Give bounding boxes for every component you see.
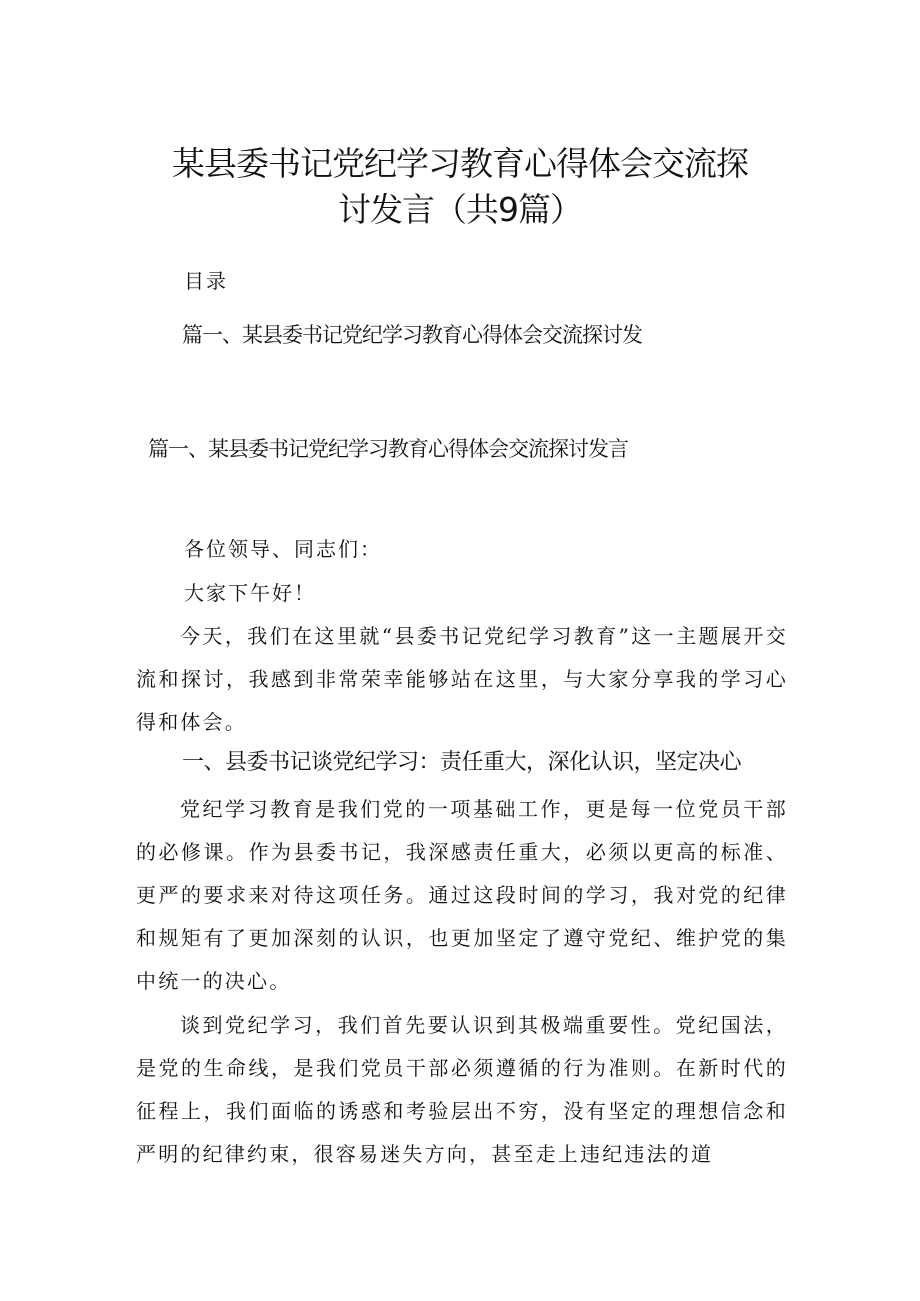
title-line-1: 某县委书记党纪学习教育心得体会交流探	[172, 144, 748, 183]
salutation: 各位领导、同志们：	[184, 537, 382, 561]
title-line-2: 讨发言（共9篇）	[338, 190, 582, 229]
intro-paragraph	[136, 615, 788, 744]
intro-paragraph-text: 今天，我们在这里就“县委书记党纪学习教育”这一主题展开交流和探讨，我感到非常荣幸能够站在这里，与大家分享我的学习心得和体会。	[136, 624, 788, 734]
chapter-heading: 篇一、某县委书记党纪学习教育心得体会交流探讨发言	[148, 437, 628, 461]
document-title	[130, 141, 790, 233]
greeting: 大家下午好！	[184, 581, 316, 605]
toc-item-1[interactable]: 篇一、某县委书记党纪学习教育心得体会交流探讨发	[182, 323, 642, 347]
section-heading-1: 一、县委书记谈党纪学习：责任重大，深化认识，坚定决心	[182, 750, 742, 775]
section1-paragraph-2-text: 谈到党纪学习，我们首先要认识到其极端重要性。党纪国法，是党的生命线，是我们党员干部必须遵循的行为准则。在新时代的征程上，我们面临的诱惑和考验层出不穷，没有坚定的理想信念和严明的纪律约束，很容易迷失方向，甚至走上违纪违法的道	[136, 1013, 788, 1166]
section1-paragraph-1-text: 党纪学习教育是我们党的一项基础工作，更是每一位党员干部的必修课。作为县委书记，我深感责任重大，必须以更高的标准、更严的要求来对待这项任务。通过这段时间的学习，我对党的纪律和规矩有了更加深刻的认识，也更加坚定了遵守党纪、维护党的集中统一的决心。	[136, 797, 788, 993]
toc-label: 目录	[184, 269, 228, 293]
section1-paragraph-2	[136, 1004, 788, 1176]
section1-paragraph-1	[136, 788, 788, 1003]
